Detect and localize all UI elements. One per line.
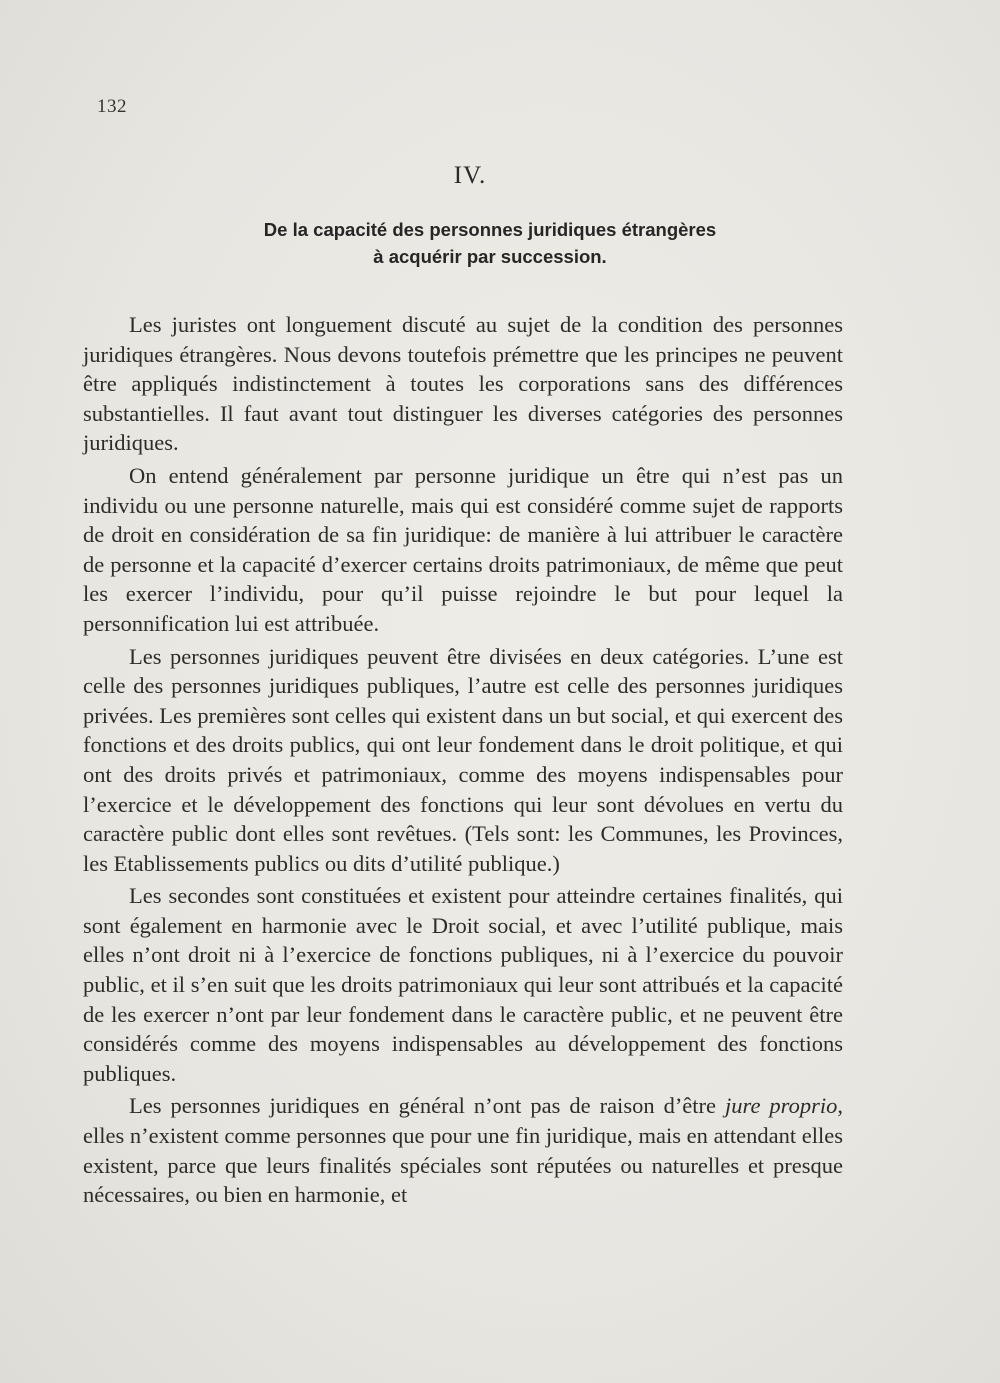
paragraph: On entend généralement par personne juridique un être qui n’est pas un individu ou une personne naturelle, mais qui est considéré comme sujet de rapports de droit en considération de sa fin juridique: de manière à lui attribuer le caractère de personne et la capacité d’exercer certains droits patrimoniaux, de même que peut les exercer l’individu, pour qu’il puisse rejoindre le but pour lequel la personnification lui est attribuée. <box>83 462 843 636</box>
section-number: IV. <box>453 162 487 189</box>
body-text <box>83 310 843 1213</box>
paragraph: Les secondes sont constituées et existent pour atteindre certaines finalités, qui sont également en harmonie avec le Droit social, et avec l’utilité publique, mais elles n’ont droit ni à l’exercice de fonctions publiques, ni à l’exercice du pouvoir public, et il s’en suit que les droits patrimoniaux qui leur sont attribués et la capacité de les exercer n’ont par leur fondement dans le caractère public, et ne peuvent être considérés comme des moyens indispensables au développement des fonctions publiques. <box>83 883 843 1086</box>
paragraph: Les juristes ont longuement discuté au sujet de la condition des personnes juridiques étrangères. Nous devons toutefois prémettre que les principes ne peuvent être appliqués indistinctement à toutes les corporations sans des différences substantielles. Il faut avant tout distinguer les diverses catégories des personnes juridiques. <box>83 312 843 456</box>
section-title <box>200 216 780 270</box>
section-title-line-2: à acquérir par succession. <box>373 246 607 267</box>
paragraph-text: Les personnes juridiques en général n’ont pas de raison d’être <box>129 1093 726 1119</box>
paragraph: Les personnes juridiques peuvent être divisées en deux catégories. L’une est celle des personnes juridiques publiques, l’autre est celle des personnes juridiques privées. Les premières sont celles qui existent dans un but social, et qui exercent des fonctions et des droits publics, qui ont leur fondement dans le droit politique, et qui ont des droits privés et patrimoniaux, comme des moyens indispensables pour l’exercice et le développement des fonctions qui leur sont dévolues en vertu du caractère public dont elles sont revêtues. (Tels sont: les Communes, les Provinces, les Etablissements publics ou dits d’utilité publique.) <box>83 643 843 876</box>
paragraph-last <box>83 1091 843 1209</box>
section-title-line-1: De la capacité des personnes juridiques étrangères <box>263 219 717 240</box>
latin-phrase: jure proprio <box>725 1093 838 1119</box>
paragraph-text: , elles n’existent comme personnes que pour une fin juridique, mais en attendant elles existent, parce que leurs finalités spéciales sont réputées ou naturelles et presque nécessaires, ou bien en harmonie, et <box>83 1093 843 1208</box>
page-number: 132 <box>97 96 127 117</box>
